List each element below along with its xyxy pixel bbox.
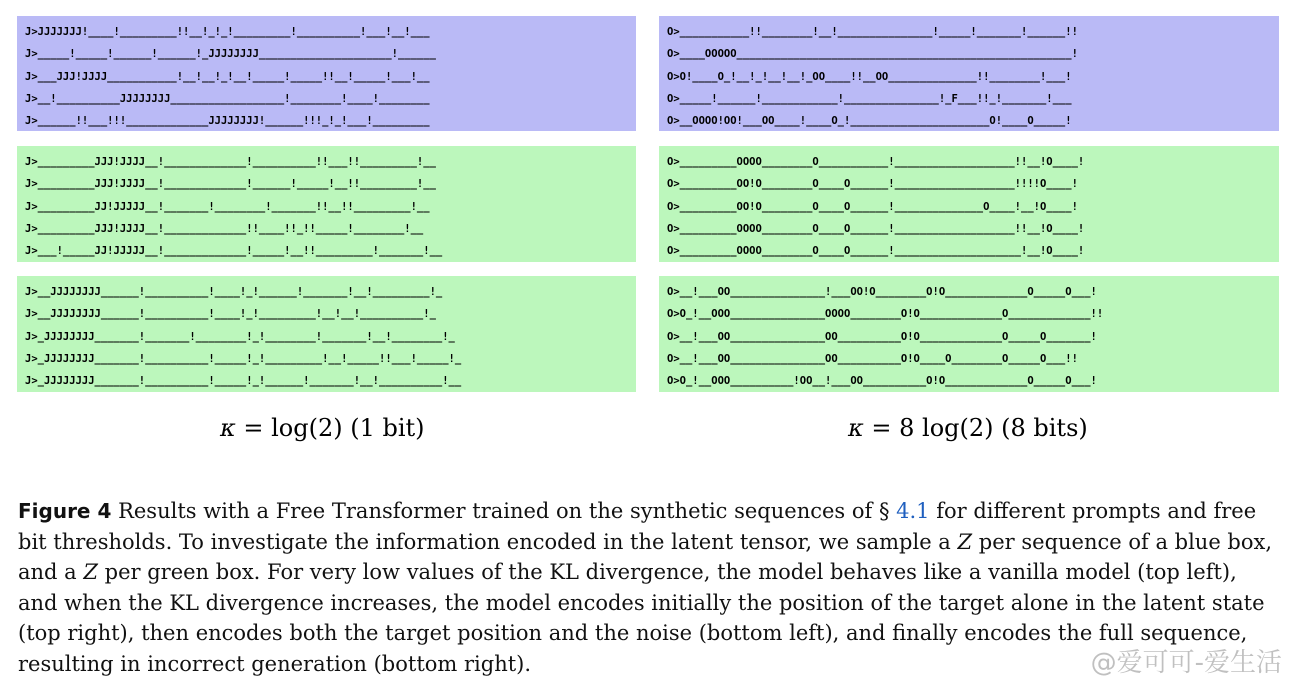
- sequence-line: J>_JJJJJJJJ_______!__________!_____!_!______!_______!__!__________!__: [25, 375, 462, 388]
- sequence-line: O>_________OO!O________O____O______!______________O____!__!O____!: [667, 200, 1078, 213]
- sequence-line: J>_________JJJ!JJJJ__!_____________!__________!!___!!_________!__: [25, 156, 436, 168]
- panel-middle-right: [659, 146, 1279, 262]
- panel-middle-left: [17, 146, 636, 262]
- sequence-line: J>_________JJ!JJJJJ__!_______!________!_______!!__!!_________!__: [25, 200, 430, 213]
- kappa-label-right: [848, 414, 1088, 442]
- kappa-expression: = 8 log(2) (8 bits): [863, 414, 1088, 442]
- caption-text: per green box. For very low values of the KL divergence, the model behaves like a vanilla model (top left), and when the KL divergence increases, the model encodes initially the position of the target alone in the latent state (top right), then encodes both the target position and the noise (bottom left), and finally encodes the full sequence, resulting in incorrect generation (bottom right).: [18, 560, 1265, 676]
- sequence-line: O>O_!__OOO__________!OO__!___OO__________O!O_____________O_____O___!: [667, 375, 1097, 388]
- sequence-line: O>__OOOO!OO!___OO____!____O_!______________________O!____O_____!: [667, 115, 1072, 128]
- panel-top-left: [17, 16, 636, 131]
- caption-text: Results with a Free Transformer trained on the synthetic sequences of §: [111, 499, 897, 523]
- panel-top-right: [659, 16, 1279, 131]
- sequence-line: O>O_!__OOO_______________OOOO________O!O_____________O_____________!!: [667, 308, 1104, 321]
- kappa-symbol: κ: [848, 414, 864, 442]
- sequence-line: J>_____!_____!______!______!_JJJJJJJJ_____________________!______: [25, 48, 436, 61]
- latent-variable: Z: [957, 529, 973, 554]
- sequence-line: J>______!!___!!!_____________JJJJJJJJ!______!!!_!_!___!_________: [25, 115, 430, 128]
- sequence-line: O>___________!!________!__!_______________!_____!_______!______!!: [667, 26, 1078, 38]
- figure-label: Figure 4: [18, 499, 112, 523]
- sequence-line: J>__JJJJJJJJ______!__________!____!_!______!_______!__!_________!_: [25, 286, 443, 298]
- panel-bottom-left: [17, 276, 636, 392]
- sequence-line: O>__!___OO_______________OO__________O!O_____________O_____O_______!: [667, 330, 1097, 343]
- sequence-line: J>__JJJJJJJJ______!__________!____!_!_________!__!__!__________!_: [25, 308, 436, 321]
- sequence-line: J>___!_____JJ!JJJJJ__!_____________!_____!__!!_________!_______!__: [25, 245, 443, 258]
- sequence-line: O>_____!______!____________!_______________!_F___!!_!_______!___: [667, 92, 1072, 105]
- sequence-line: J>JJJJJJJ!____!_________!!__!_!_!_________!__________!___!__!___: [25, 26, 430, 38]
- panel-bottom-right: [659, 276, 1279, 392]
- sequence-line: O>O!____O_!__!_!__!__!_OO____!!__OO______________!!________!___!: [667, 70, 1072, 83]
- watermark: @爱可可-爱生活: [1090, 648, 1282, 678]
- section-link[interactable]: 4.1: [896, 499, 930, 523]
- sequence-line: O>__!___OO_______________!___OO!O________O!O_____________O_____O___!: [667, 286, 1097, 298]
- kappa-symbol: κ: [220, 414, 236, 442]
- latent-variable: Z: [83, 560, 98, 585]
- sequence-line: O>_________OOOO________O____O______!____________________!__!O____!: [667, 245, 1085, 258]
- sequence-line: J>_JJJJJJJJ_______!_______!________!_!________!_______!__!________!_: [25, 330, 455, 343]
- sequence-line: O>____OOOOO_____________________________________________________!: [667, 48, 1078, 61]
- sequence-line: O>_________OOOO________O____O______!___________________!!__!O____!: [667, 222, 1085, 235]
- caption-text: per sequence of a blue box, and a: [18, 529, 1273, 585]
- sequence-line: J>_________JJJ!JJJJ__!_____________!!____!!_!!_____!________!__: [25, 222, 424, 235]
- caption-text: for different prompts and free bit thresholds. To investigate the information encoded in the latent tensor, we sample a: [18, 499, 1257, 554]
- sequence-line: J>___JJJ!JJJJ___________!__!__!_!__!_____!_____!!__!_____!___!__: [25, 70, 430, 83]
- sequence-line: J>__!__________JJJJJJJJ__________________!________!____!________: [25, 92, 430, 105]
- kappa-label-left: [220, 414, 425, 442]
- sequence-line: J>_________JJJ!JJJJ__!_____________!______!_____!__!!_________!__: [25, 178, 436, 191]
- sequence-line: O>_________OO!O________O____O______!___________________!!!!O____!: [667, 178, 1078, 191]
- sequence-line: O>__!___OO_______________OO__________O!O____O________O_____O___!!: [667, 352, 1078, 365]
- kappa-expression: = log(2) (1 bit): [235, 414, 425, 442]
- sequence-line: J>_JJJJJJJJ_______!__________!_____!_!_________!__!_____!!___!_____!_: [25, 352, 462, 365]
- sequence-line: O>_________OOOO________O___________!___________________!!__!O____!: [667, 156, 1085, 168]
